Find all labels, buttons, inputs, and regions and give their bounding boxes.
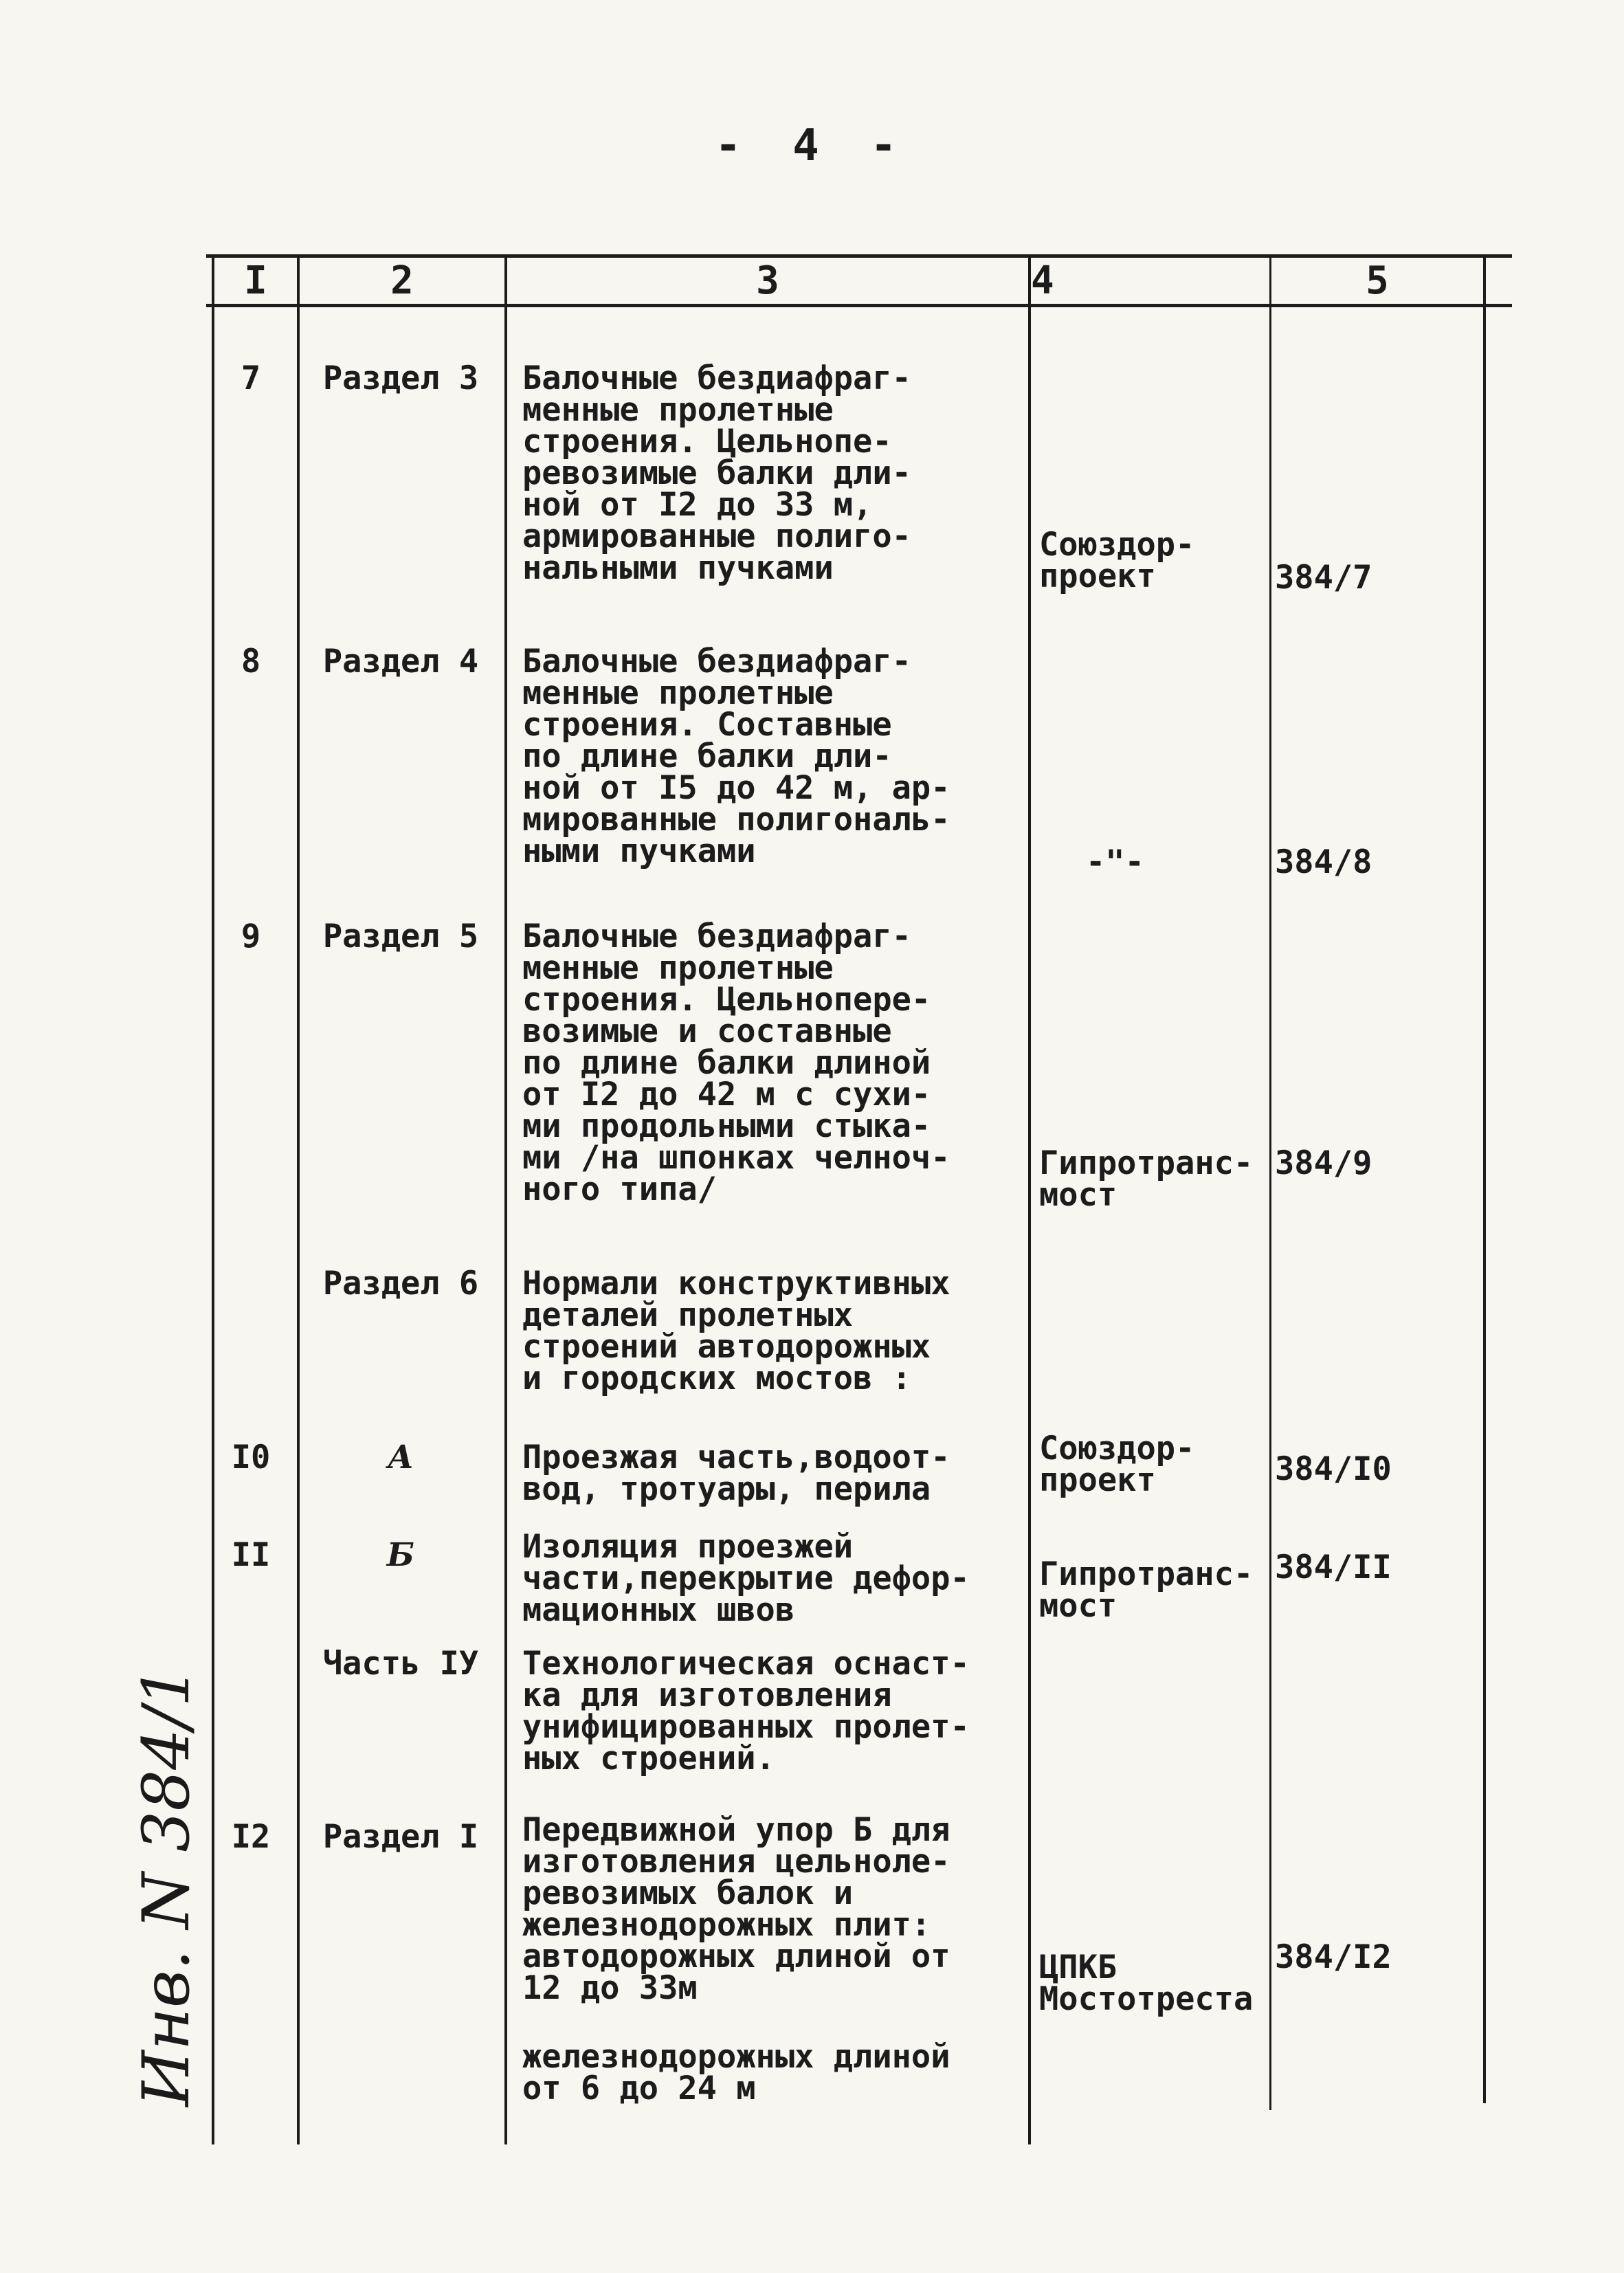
table-top-border: [206, 254, 1512, 258]
row-organization: Союздор- проект: [1039, 526, 1195, 595]
row-section: Раздел 5: [322, 918, 479, 955]
inventory-number-note: Инв. N 384/1: [129, 1665, 204, 2107]
row-code: 384/I0: [1275, 1450, 1392, 1488]
row-section: Б: [386, 1536, 415, 1574]
row-number: 8: [241, 643, 261, 680]
row-organization: Гипротранс- мост: [1039, 1555, 1254, 1625]
row-number: I0: [231, 1439, 271, 1476]
row-section: Часть IУ: [322, 1645, 479, 1683]
column-divider-1: [212, 254, 214, 2144]
row-section: Раздел 4: [322, 643, 479, 680]
row-number: II: [231, 1536, 271, 1574]
row-number: I2: [231, 1818, 271, 1856]
row-code: 384/8: [1275, 843, 1372, 881]
row-organization: ЦПКБ Мостотреста: [1039, 1949, 1254, 2018]
row-organization: -"-: [1086, 843, 1144, 881]
row-description: Изоляция проезжей части,перекрытие дефор- мационных швов: [522, 1528, 970, 1629]
table-header-col-1: I: [244, 258, 267, 303]
row-description-extra: железнодорожных длиной от 6 до 24 м: [522, 2038, 950, 2107]
table-header-col-5: 5: [1366, 258, 1389, 303]
table-header-col-3: 3: [756, 258, 779, 303]
row-description: Технологическая оснаст- ка для изготовления унифицированных пролет- ных строений.: [522, 1645, 970, 1777]
row-description: Проезжая часть,водоот- вод, тротуары, перила: [522, 1439, 950, 1508]
row-code: 384/I2: [1275, 1938, 1392, 1976]
row-section: Раздел 3: [322, 359, 479, 397]
row-description: Нормали конструктивных деталей пролетных строений автодорожных и городских мостов :: [522, 1265, 950, 1397]
row-description: Балочные бездиафраг- менные пролетные строения. Цельнопе- ревозимые балки дли- ной от I2 до 33 м, армированные полиго- нальными пучками: [522, 359, 911, 587]
row-number: 7: [241, 359, 261, 397]
column-divider-4: [1028, 254, 1031, 2144]
row-code: 384/II: [1275, 1549, 1392, 1586]
row-section: А: [387, 1439, 414, 1476]
table-header-col-2: 2: [390, 258, 414, 303]
page-number: - 4 -: [715, 120, 909, 171]
row-section: Раздел 6: [322, 1265, 479, 1302]
row-organization: Союздор- проект: [1039, 1430, 1195, 1499]
column-divider-2: [297, 254, 300, 2144]
row-code: 384/7: [1275, 559, 1372, 597]
row-number: 9: [241, 918, 261, 955]
row-description: Передвижной упор Б для изготовления цельноле- ревозимых балок и железнодорожных плит: автодорожных длиной от 12 до 33м: [522, 1811, 950, 2007]
column-divider-6: [1483, 254, 1486, 2103]
row-description: Балочные бездиафраг- менные пролетные строения. Составные по длине балки дли- ной от I5 до 42 м, ар- мированные полигональ- ными пучками: [522, 643, 950, 870]
header-bottom-border: [206, 304, 1512, 307]
row-code: 384/9: [1275, 1144, 1372, 1182]
row-description: Балочные бездиафраг- менные пролетные строения. Цельнопере- возимые и составные по длине балки длиной от I2 до 42 м с сухи- ми продольными стыка- ми /на шпонках челноч- ного типа/: [522, 918, 950, 1208]
column-divider-3: [504, 254, 507, 2144]
column-divider-5: [1269, 254, 1271, 2110]
row-section: Раздел I: [322, 1818, 479, 1856]
row-organization: Гипротранс- мост: [1039, 1144, 1254, 1214]
table-header-col-4: 4: [1031, 258, 1054, 303]
